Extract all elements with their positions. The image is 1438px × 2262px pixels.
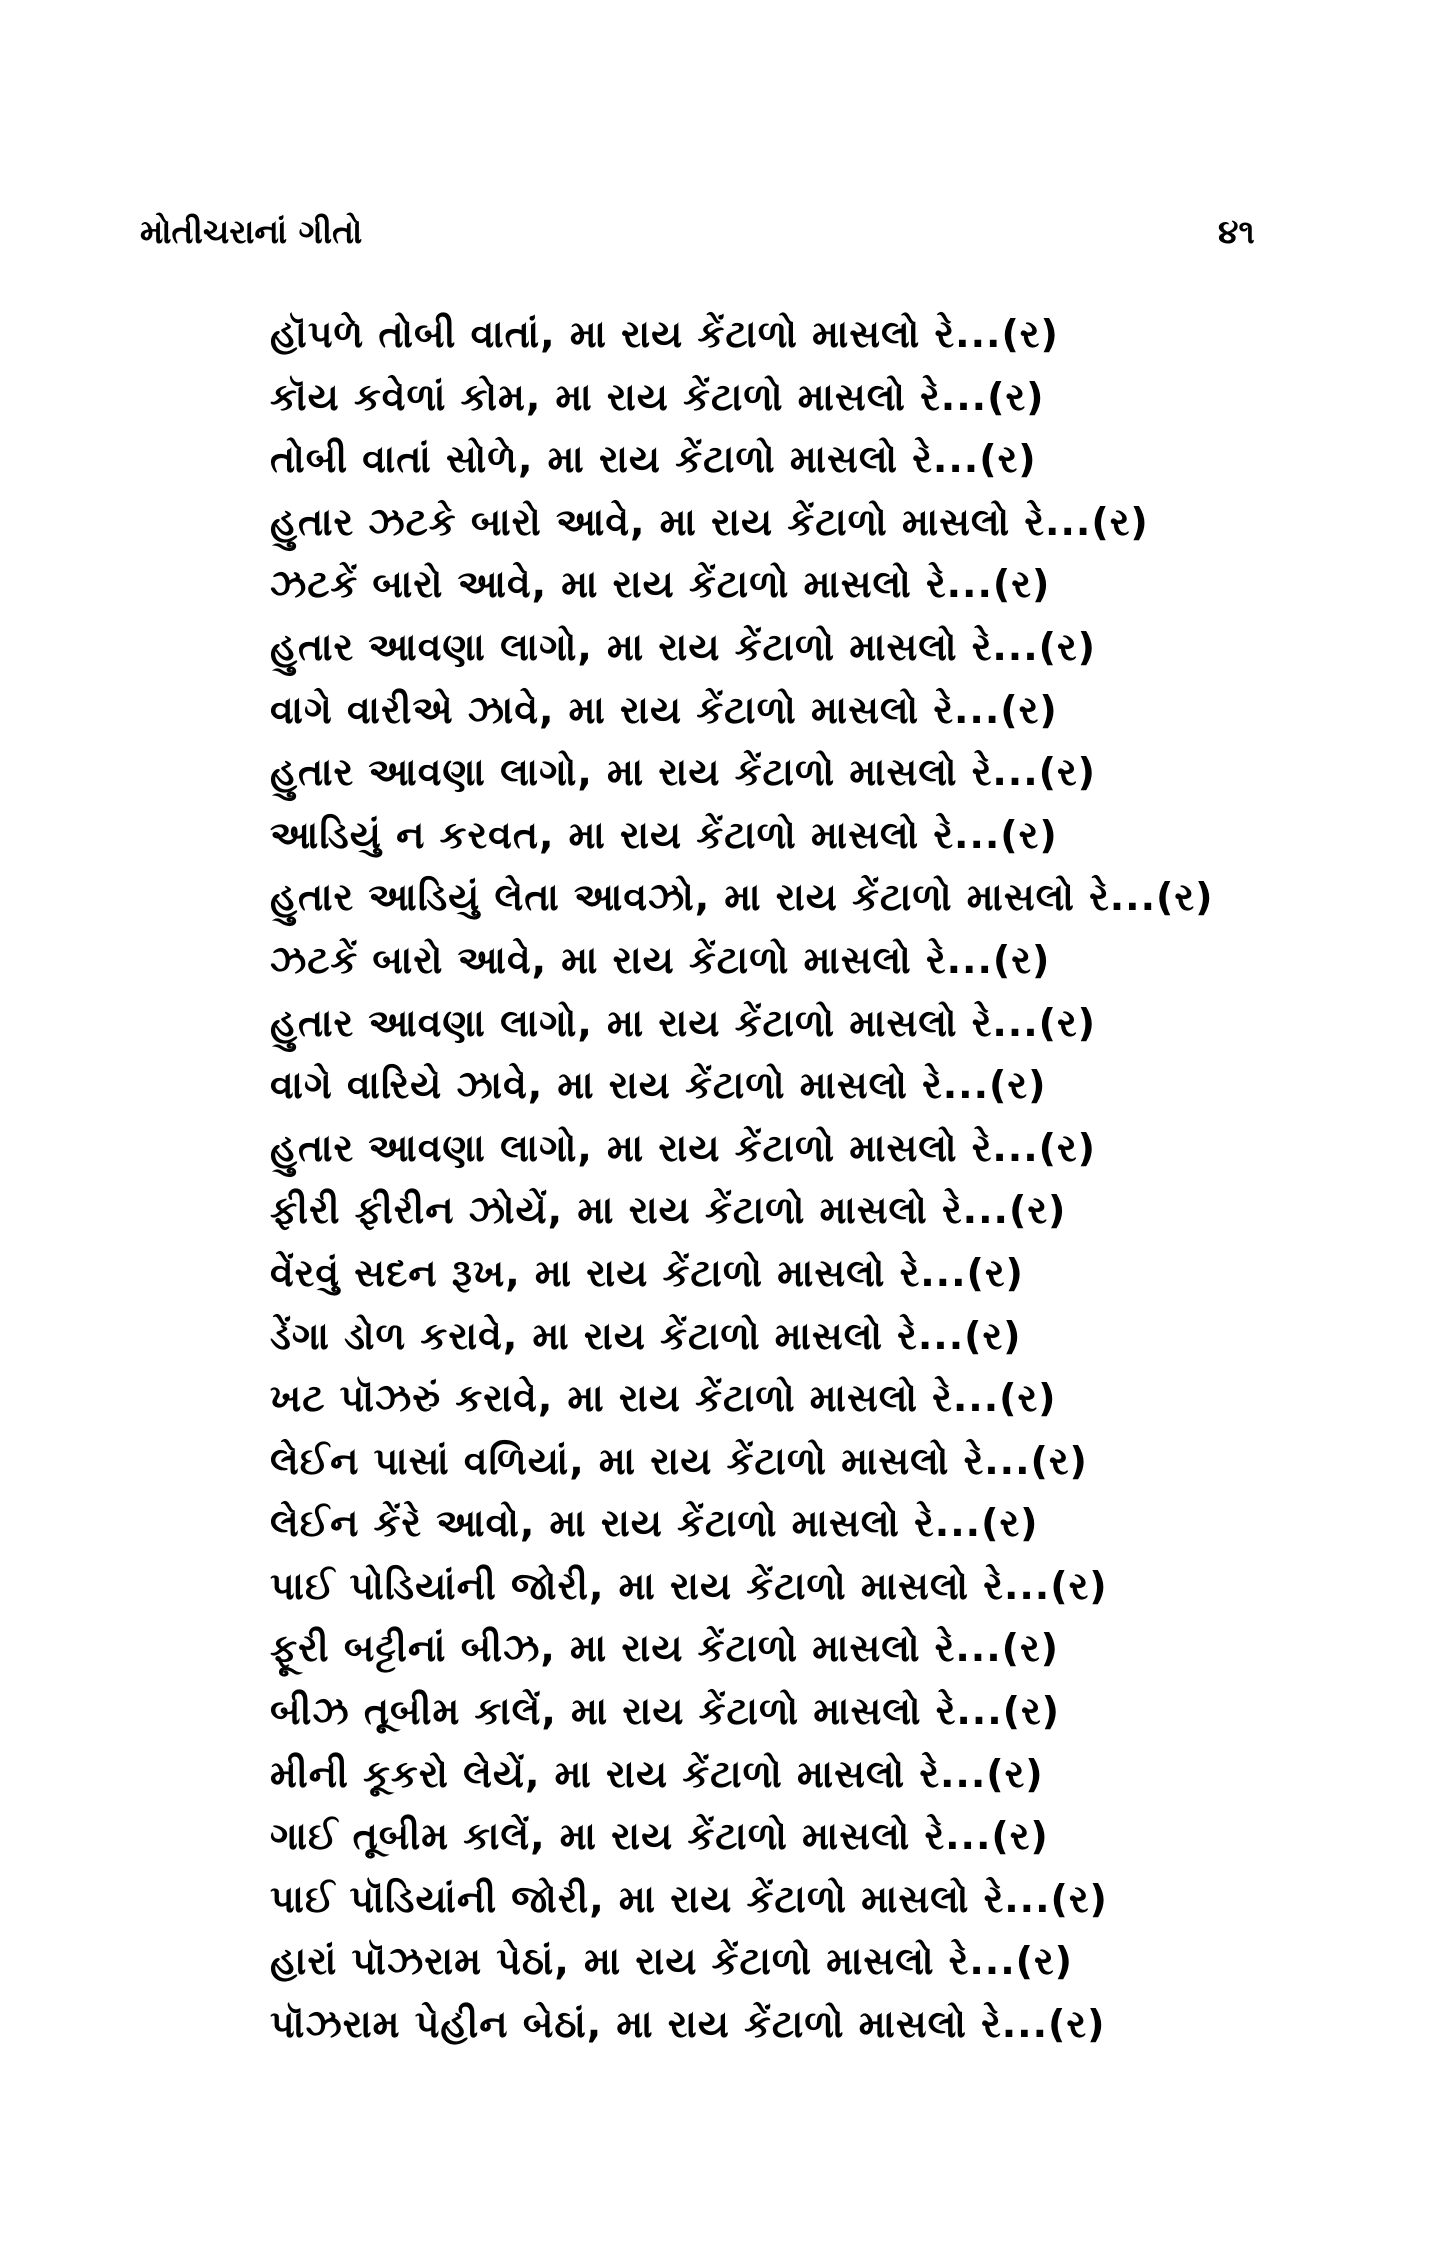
verse-line: હુતાર ઝટકે બારો આવે, મા રાય કેંટાળો માસલો રે...(ર)	[270, 499, 1149, 544]
verse-line: ખટ પૉઝરું કરાવે, મા રાય કેંટાળો માસલો રે...(ર)	[270, 1376, 1057, 1421]
verse-line: લેઈન કેંરે આવો, મા રાય કેંટાળો માસલો રે...(ર)	[270, 1501, 1039, 1546]
verse-line: હુતાર આવણા લાગો, મા રાય કેંટાળો માસલો રે...(ર)	[270, 1000, 1097, 1045]
verse-line: બીઝ તૂબીમ કાલેં, મા રાય કેંટાળો માસલો રે...(ર)	[270, 1689, 1061, 1734]
song-verse	[270, 303, 1270, 2056]
verse-line: હૉપળે તોબી વાતાં, મા રાય કેંટાળો માસલો રે...(ર)	[270, 312, 1059, 356]
running-head-title: મોતીચરાનાં ગીતો	[140, 212, 363, 251]
verse-line: મીની કૂકરો લેયેં, મા રાય કેંટાળો માસલો રે...(ર)	[270, 1751, 1044, 1796]
verse-line: વેંરવું સદન રૂખ, મા રાય કેંટાળો માસલો રે...(ર)	[270, 1250, 1024, 1295]
verse-line: ઝટકેં બારો આવે, મા રાય કેંટાળો માસલો રે...(ર)	[270, 937, 1051, 982]
verse-line: ફીરી ફીરીન ઝોયેં, મા રાય કેંટાળો માસલો રે...(ર)	[270, 1188, 1067, 1233]
verse-line: ઝટકેં બારો આવે, મા રાય કેંટાળો માસલો રે...(ર)	[270, 562, 1051, 607]
verse-line: લેઈન પાસાં વળિયાં, મા રાય કેંટાળો માસલો રે...(ર)	[270, 1438, 1088, 1483]
verse-line: તોબી વાતાં સોળે, મા રાય કેંટાળો માસલો રે...(ર)	[270, 437, 1037, 482]
verse-line: પાઈ પોડિયાંની જોરી, મા રાય કેંટાળો માસલો રે...(ર)	[270, 1563, 1108, 1608]
verse-line: વાગે વારિયે ઝાવે, મા રાય કેંટાળો માસલો રે...(ર)	[270, 1063, 1047, 1108]
verse-line: હુતાર આવણા લાગો, મા રાય કેંટાળો માસલો રે...(ર)	[270, 1125, 1097, 1170]
verse-line: ડેંગા ડોળ કરાવે, મા રાય કેંટાળો માસલો રે...(ર)	[270, 1313, 1022, 1358]
page-number: ૪૧	[1218, 212, 1255, 251]
verse-line: હારાં પૉઝરામ પેઠાં, મા રાય કેંટાળો માસલો રે...(ર)	[270, 1939, 1074, 1984]
verse-line: કૉય કવેળાં કોમ, મા રાય કેંટાળો માસલો રે...(ર)	[270, 374, 1045, 419]
verse-line: હુતાર આવણા લાગો, મા રાય કેંટાળો માસલો રે...(ર)	[270, 750, 1097, 795]
verse-line: હુતાર આવણા લાગો, મા રાય કેંટાળો માસલો રે...(ર)	[270, 624, 1097, 669]
verse-line: પાઈ પૉડિયાંની જોરી, મા રાય કેંટાળો માસલો રે...(ર)	[270, 1876, 1108, 1921]
verse-line: હુતાર આડિયું લેતા આવઝો, મા રાય કેંટાળો માસલો રે...(ર)	[270, 875, 1214, 920]
verse-line: પૉઝરામ પેહીન બેઠાં, મા રાય કેંટાળો માસલો રે...(ર)	[270, 2002, 1106, 2047]
verse-line: આડિયું ન કરવત, મા રાય કેંટાળો માસલો રે...(ર)	[270, 812, 1058, 857]
verse-line: વાગે વારીએ ઝાવે, મા રાય કેંટાળો માસલો રે...(ર)	[270, 687, 1058, 732]
verse-line: ગાઈ તૂબીમ કાલેં, મા રાય કેંટાળો માસલો રે...(ર)	[270, 1814, 1049, 1859]
verse-line: ફૂરી બટ્ટીનાં બીઝ, મા રાય કેંટાળો માસલો રે...(ર)	[270, 1626, 1060, 1671]
